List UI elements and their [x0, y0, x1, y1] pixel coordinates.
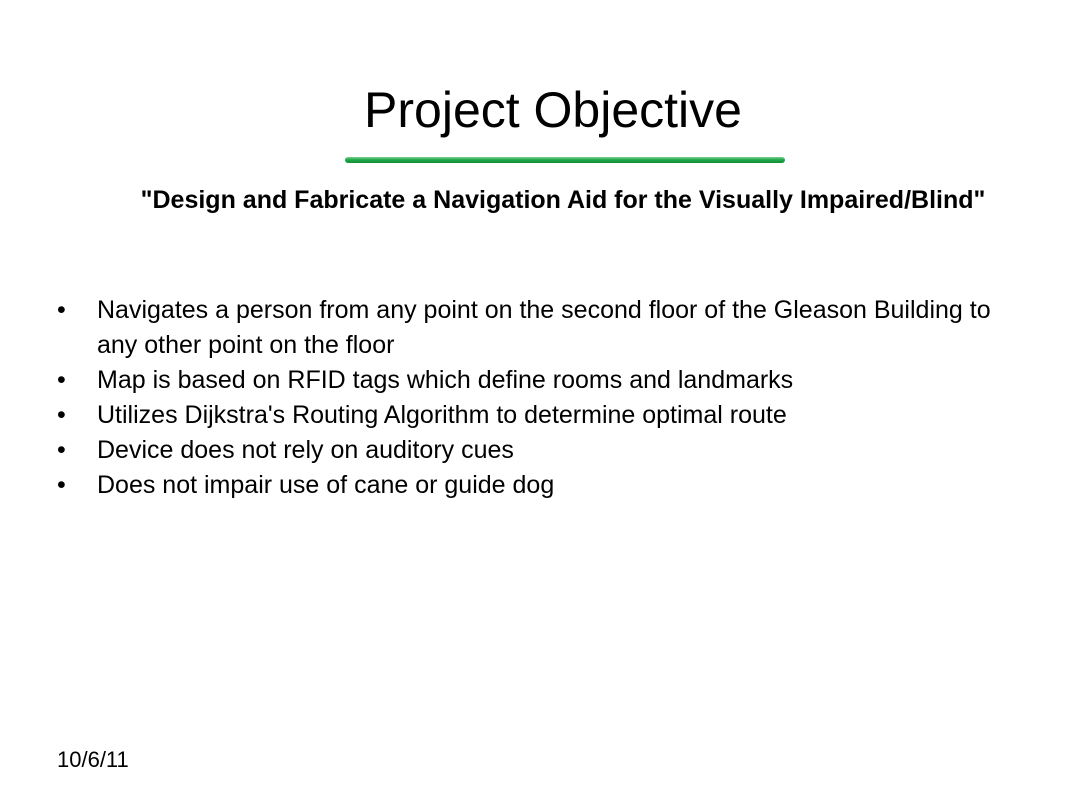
title-underline	[345, 157, 785, 163]
bullet-dot: •	[57, 366, 66, 394]
bullet-item	[57, 293, 1017, 363]
bullet-item	[57, 363, 1017, 398]
bullet-dot: •	[57, 401, 66, 429]
bullet-text: Navigates a person from any point on the second floor of the Gleason Building to any other point on the floor	[97, 296, 991, 359]
slide-title: Project Objective	[364, 82, 742, 138]
bullet-dot: •	[57, 436, 66, 464]
slide-date: 10/6/11	[57, 747, 129, 772]
bullet-dot: •	[57, 296, 66, 324]
bullet-text: Utilizes Dijkstra's Routing Algorithm to determine optimal route	[97, 401, 787, 429]
bullet-text: Map is based on RFID tags which define rooms and landmarks	[97, 366, 794, 394]
bullet-text: Device does not rely on auditory cues	[97, 436, 514, 464]
bullet-dot: •	[57, 471, 66, 499]
bullet-item	[57, 468, 1017, 503]
bullet-text: Does not impair use of cane or guide dog	[97, 471, 555, 499]
slide-subtitle: "Design and Fabricate a Navigation Aid for the Visually Impaired/Blind"	[140, 186, 986, 214]
bullet-list	[57, 293, 1017, 503]
bullet-item	[57, 398, 1017, 433]
bullet-item	[57, 433, 1017, 468]
